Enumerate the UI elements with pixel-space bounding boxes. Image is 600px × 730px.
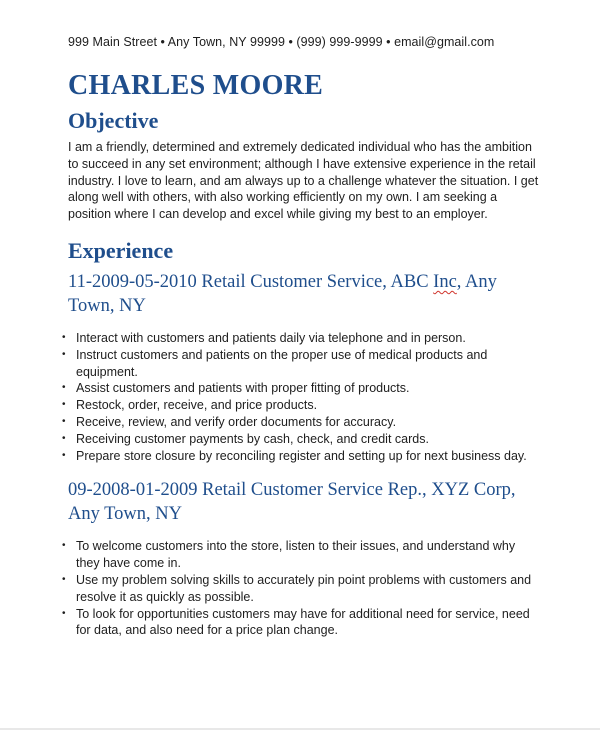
list-item <box>62 572 540 606</box>
job-title-1-part-b: , Any Town, NY <box>68 271 497 316</box>
list-item <box>62 380 540 397</box>
list-item-text: Instruct customers and patients on the proper use of medical products and equipment. <box>76 347 488 379</box>
job-1-duties <box>62 330 540 464</box>
list-item <box>62 606 540 640</box>
objective-heading: Objective <box>68 108 159 133</box>
contact-line: 999 Main Street • Any Town, NY 99999 • (999) 999-9999 • email@gmail.com <box>68 35 495 49</box>
objective-text: I am a friendly, determined and extremely dedicated individual who has the ambition to succeed in any set environment; although I have extensive experience in the retail industry. I love to learn, and am always up to a challenge whatever the situation. I get along well with others, with also working efficiently on my own. I am seeking a position where I can develop and excel while giving my best to an employer. <box>68 140 539 222</box>
list-item-text: To look for opportunities customers may have for additional need for service, need for data, and also need for a price plan change. <box>76 606 530 638</box>
job-2-duties <box>62 538 540 639</box>
bullet-dot: • <box>62 432 66 444</box>
bullet-dot: • <box>62 573 66 585</box>
job-title-2: 09-2008-01-2009 Retail Customer Service Rep., XYZ Corp, Any Town, NY <box>68 480 516 525</box>
list-item <box>62 330 540 347</box>
list-item-text: Receive, review, and verify order documents for accuracy. <box>76 414 397 429</box>
list-item-text: To welcome customers into the store, listen to their issues, and understand why they have come in. <box>76 539 516 571</box>
list-item-text: Assist customers and patients with proper fitting of products. <box>76 381 410 396</box>
job-title-1 <box>68 270 540 318</box>
list-item <box>62 448 540 465</box>
bullet-dot: • <box>62 449 66 461</box>
list-item-text: Interact with customers and patients daily via telephone and in person. <box>76 330 466 345</box>
bullet-dot: • <box>62 399 66 411</box>
list-item <box>62 347 540 381</box>
job-title-1-flagged-word: Inc <box>433 271 457 292</box>
list-item-text: Use my problem solving skills to accurately pin point problems with customers and resolve it as quickly as possible. <box>76 572 532 604</box>
job-title-1-part-a: 11-2009-05-2010 Retail Customer Service, ABC <box>68 271 434 292</box>
list-item-text: Prepare store closure by reconciling register and setting up for next business day. <box>76 448 527 463</box>
bullet-dot: • <box>62 540 66 552</box>
bullet-dot: • <box>62 331 66 343</box>
bullet-dot: • <box>62 348 66 360</box>
candidate-name: CHARLES MOORE <box>68 70 324 101</box>
bullet-dot: • <box>62 415 66 427</box>
list-item <box>62 538 540 572</box>
list-item-text: Receiving customer payments by cash, check, and credit cards. <box>76 431 429 446</box>
list-item <box>62 397 540 414</box>
list-item <box>62 414 540 431</box>
bullet-dot: • <box>62 382 66 394</box>
bullet-dot: • <box>62 607 66 619</box>
list-item-text: Restock, order, receive, and price products. <box>76 398 318 413</box>
experience-heading: Experience <box>68 237 174 263</box>
list-item <box>62 431 540 448</box>
